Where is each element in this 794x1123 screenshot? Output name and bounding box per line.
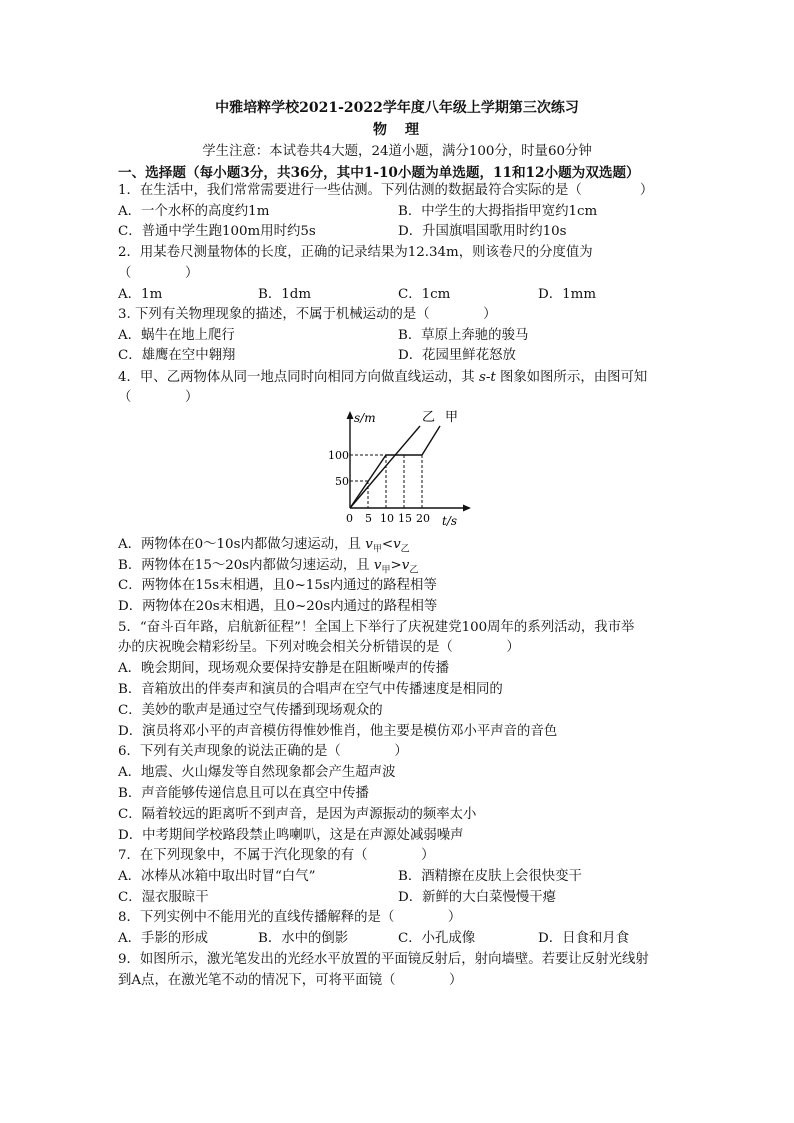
y-tick-50: 50	[335, 475, 349, 488]
question-9-stem-line2: 到A点，在激光笔不动的情况下，可将平面镜（ ）	[118, 973, 463, 988]
sub-yi: 乙	[400, 544, 410, 555]
v-symbol: v	[401, 558, 410, 573]
option-b-text: B．两物体在15～20s内都做匀速运动，且	[118, 558, 370, 573]
question-1-option-d: D．升国旗唱国歌用时约10s	[398, 224, 567, 239]
student-notice: 学生注意：本试卷共4大题，24道小题，满分100分，时量60分钟	[202, 144, 592, 159]
y-axis-arrow	[347, 411, 354, 419]
question-2-paren: （ ）	[118, 266, 199, 281]
question-7-option-b: B．酒精擦在皮肤上会很快变干	[398, 869, 582, 884]
question-5-option-a: A．晚会期间，现场观众要保持安静是在阻断噪声的传播	[118, 661, 450, 676]
question-8-stem: 8．下列实例中不能用光的直线传播解释的是（ ）	[118, 910, 462, 925]
question-1-stem-text: 1．在生活中，我们常常需要进行一些估测。下列估测的数据最符合实际的是（	[118, 183, 582, 198]
question-7-option-a: A．冰棒从冰箱中取出时冒“白气”	[118, 869, 316, 884]
question-3-option-b: B．草原上奔驰的骏马	[398, 328, 529, 343]
question-6-option-c: C．隔着较远的距离听不到声音，是因为声源振动的频率太小	[118, 807, 477, 822]
question-2-option-b: B．1dm	[258, 287, 312, 302]
question-2-option-d: D．1mm	[538, 287, 597, 302]
y-axis-label: s/m	[354, 411, 376, 425]
question-4-stem	[118, 368, 647, 387]
v-symbol: v	[393, 537, 401, 552]
section-heading: 一、选择题（每小题3分，共36分，其中1-10小题为单选题，11和12小题为双选题）	[118, 165, 640, 181]
sub-yi: 乙	[409, 565, 419, 576]
question-2-option-a: A．1m	[118, 287, 163, 302]
question-3-option-a: A．蜗牛在地上爬行	[118, 328, 235, 343]
question-3-option-d: D．花园里鲜花怒放	[398, 348, 516, 363]
question-8-option-b: B．水中的倒影	[258, 931, 349, 946]
question-2-stem: 2．用某卷尺测量物体的长度，正确的记录结果为12.34m，则该卷尺的分度值为	[118, 245, 593, 260]
question-4-stem-post: 图象如图所示，由图可知	[500, 370, 648, 385]
question-7-option-d: D．新鲜的大白菜慢慢干瘪	[398, 890, 557, 905]
question-7-option-c: C．湿衣服晾干	[118, 890, 209, 905]
v-symbol: v	[365, 537, 373, 552]
question-4-stem-pre: 4．甲、乙两物体从同一地点同时向相同方向做直线运动，其	[118, 370, 475, 385]
x-tick-5: 5	[365, 512, 372, 525]
paren-close: ）	[639, 183, 654, 198]
question-3-stem: 3. 下列有关物理现象的描述，不属于机械运动的是（ ）	[118, 307, 497, 322]
question-5-option-d: D．演员将邓小平的声音模仿得惟妙惟肖，他主要是模仿邓小平声音的音色	[118, 724, 558, 739]
question-6-stem: 6．下列有关声现象的说法正确的是（ ）	[118, 744, 408, 759]
question-8-option-a: A．手影的形成	[118, 931, 209, 946]
sub-jia: 甲	[372, 544, 382, 555]
question-1-option-a: A．一个水杯的高度约1m	[118, 204, 270, 219]
line-jia	[350, 426, 440, 508]
question-5-option-b: B．音箱放出的伴奏声和演员的合唱声在空气中传播速度是相同的	[118, 682, 503, 697]
x-axis-label: t/s	[442, 514, 458, 528]
line-yi	[350, 426, 420, 508]
question-4-option-c: C．两物体在15s末相遇，且0~15s内通过的路程相等	[118, 578, 437, 593]
question-4-st-symbol: s-t	[478, 370, 496, 385]
v-symbol: v	[373, 558, 382, 573]
st-graph	[318, 405, 476, 530]
question-1-option-c: C．普通中学生跑100m用时约5s	[118, 224, 316, 239]
question-2-option-c: C．1cm	[398, 287, 451, 302]
compare-op: <	[381, 537, 394, 552]
question-6-option-d: D．中考期间学校路段禁止鸣喇叭，这是在声源处减弱噪声	[118, 828, 464, 843]
compare-op: >	[390, 558, 402, 573]
x-tick-15: 15	[398, 512, 412, 525]
question-6-option-a: A．地震、火山爆发等自然现象都会产生超声波	[118, 765, 396, 780]
question-4-option-d: D．两物体在20s末相遇，且0~20s内通过的路程相等	[118, 599, 438, 614]
question-7-stem: 7．在下列现象中，不属于汽化现象的有（ ）	[118, 848, 435, 863]
x-tick-0: 0	[346, 512, 353, 525]
question-8-option-c: C．小孔成像	[398, 931, 476, 946]
subject-title: 物 理	[373, 122, 421, 138]
question-1-stem	[118, 181, 653, 200]
x-tick-10: 10	[380, 512, 394, 525]
question-6-option-b: B．声音能够传递信息且可以在真空中传播	[118, 786, 369, 801]
question-5-stem-line2: 办的庆祝晚会精彩纷呈。下列对晚会相关分析错误的是（ ）	[118, 640, 520, 655]
question-3-option-c: C．雄鹰在空中翱翔	[118, 348, 236, 363]
exam-title: 中雅培粹学校2021-2022学年度八年级上学期第三次练习	[215, 100, 579, 116]
option-a-text: A．两物体在0～10s内都做匀速运动，且	[118, 537, 361, 552]
x-tick-20: 20	[416, 512, 430, 525]
question-5-option-c: C．美妙的歌声是通过空气传播到现场观众的	[118, 703, 383, 718]
question-5-stem-line1: 5．“奋斗百年路，启航新征程”！全国上下举行了庆祝建党100周年的系列活动，我市举	[118, 620, 635, 635]
sub-jia: 甲	[381, 565, 391, 576]
question-1-option-b: B．中学生的大拇指指甲宽约1cm	[398, 204, 598, 219]
label-yi: 乙	[422, 410, 436, 425]
question-8-option-d: D．日食和月食	[538, 931, 630, 946]
question-4-paren: （ ）	[118, 390, 199, 405]
question-9-stem-line1: 9．如图所示，激光笔发出的光经水平放置的平面镜反射后，射向墙壁。若要让反射光线射	[118, 952, 649, 967]
x-axis-arrow	[463, 505, 471, 512]
label-jia: 甲	[445, 410, 459, 425]
y-tick-100: 100	[328, 449, 349, 462]
